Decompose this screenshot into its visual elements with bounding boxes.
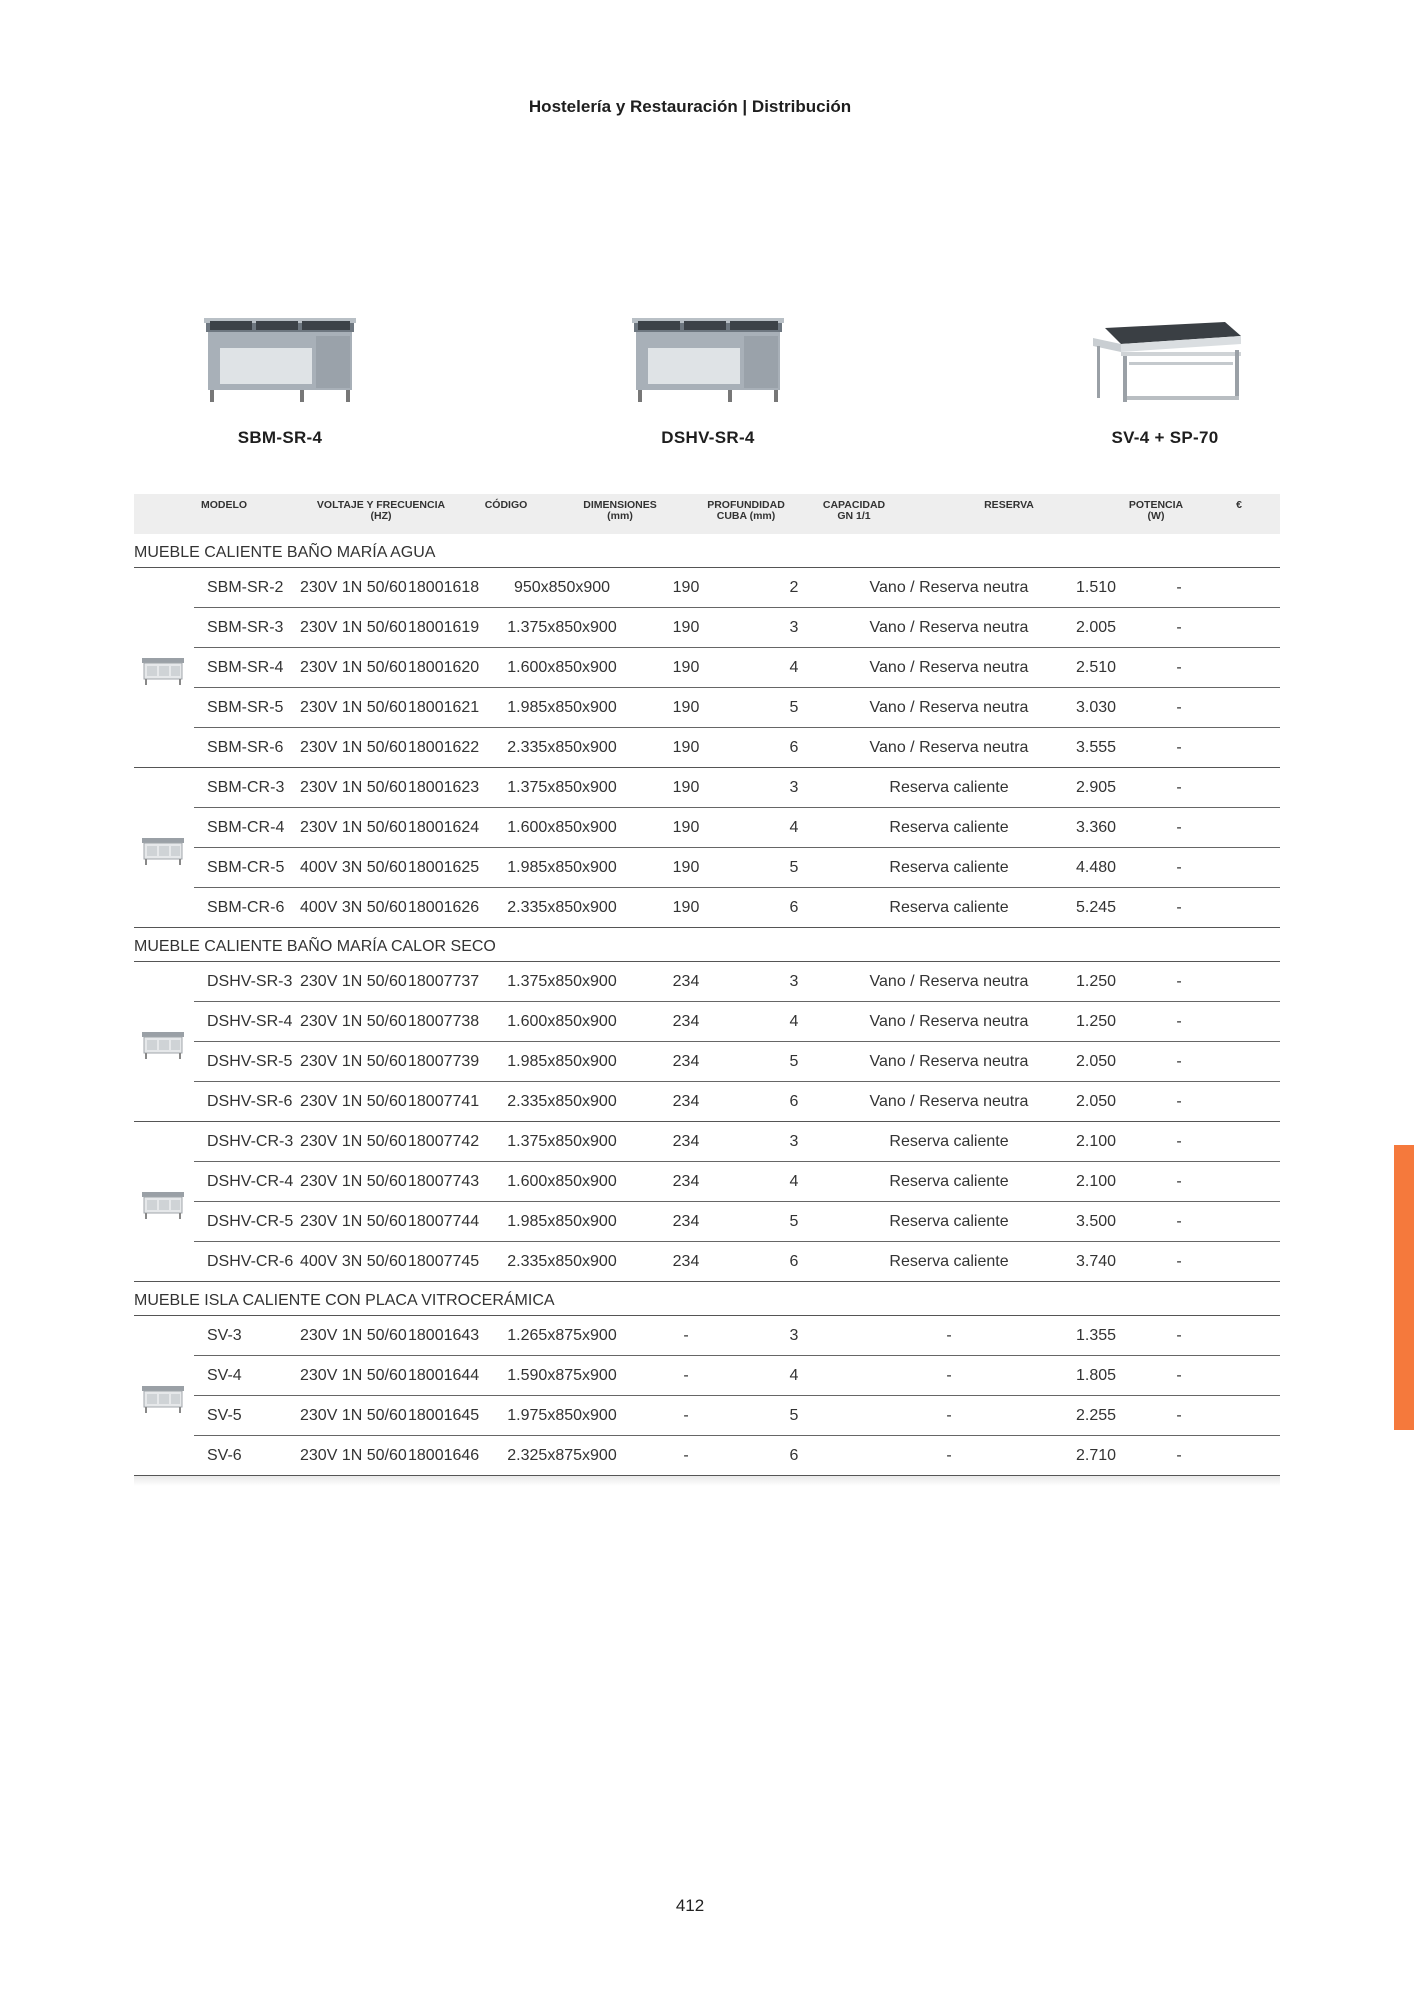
product-caption: DSHV-SR-4 [661,428,755,447]
model-cell: SV-4 [207,1367,242,1384]
col-reserve: RESERVA [984,499,1034,511]
product-table [134,494,1280,1486]
voltage-cell: 400V 3N 50/60 [300,1253,407,1270]
table-row [194,808,1280,848]
table-row [194,962,1280,1002]
model-cell: DSHV-CR-6 [207,1253,294,1270]
model-cell: DSHV-CR-4 [207,1173,294,1190]
col-dimensions-line1: DIMENSIONES [583,499,657,511]
depth-cell: - [683,1327,689,1344]
reserve-cell: Reserva caliente [889,1253,1009,1270]
power-cell: 2.050 [1075,1053,1117,1070]
code-cell: 18001619 [408,619,480,636]
code-cell: 18001623 [408,779,480,796]
depth-cell: 190 [672,699,700,716]
voltage-cell: 230V 1N 50/60 [300,619,407,636]
voltage-cell: 230V 1N 50/60 [300,659,407,676]
dimensions-cell: 1.985x850x900 [507,1213,617,1230]
reserve-cell: Vano / Reserva neutra [869,1053,1029,1070]
code-cell: 18001626 [408,899,480,916]
dimensions-cell: 1.375x850x900 [507,973,617,990]
col-capacity [823,500,885,522]
dimensions-cell: 2.335x850x900 [507,1093,617,1110]
depth-cell: 234 [672,1013,700,1030]
power-cell: 3.555 [1075,739,1117,756]
price-cell: - [1176,1093,1182,1110]
col-voltage [317,500,445,522]
depth-cell: 234 [672,1253,700,1270]
model-cell: SBM-CR-6 [207,899,285,916]
table-row [194,1316,1280,1356]
price-cell: - [1176,1367,1182,1384]
table-row [194,1436,1280,1475]
reserve-cell: - [946,1327,952,1344]
table-row [194,888,1280,927]
reserve-cell: Reserva caliente [889,859,1009,876]
page-header: Hostelería y Restauración | Distribución [528,97,852,116]
col-power-line1: POTENCIA [1128,499,1184,511]
code-cell: 18007741 [408,1093,480,1110]
model-cell: SBM-CR-5 [207,859,285,876]
table-row [194,1002,1280,1042]
depth-cell: 190 [672,779,700,796]
code-cell: 18001620 [408,659,480,676]
model-cell: SV-6 [207,1447,242,1464]
price-cell: - [1176,1447,1182,1464]
table-row [194,1122,1280,1162]
depth-cell: 190 [672,619,700,636]
reserve-cell: Reserva caliente [889,819,1009,836]
depth-cell: - [683,1367,689,1384]
price-cell: - [1176,659,1182,676]
capacity-cell: 4 [789,1367,799,1384]
reserve-cell: Reserva caliente [889,779,1009,796]
table-row [194,688,1280,728]
col-model: MODELO [200,499,248,511]
power-cell: 3.740 [1075,1253,1117,1270]
model-cell: DSHV-SR-6 [207,1093,293,1110]
capacity-cell: 4 [789,659,799,676]
voltage-cell: 230V 1N 50/60 [300,1053,407,1070]
reserve-cell: - [946,1447,952,1464]
reserve-cell: Vano / Reserva neutra [869,659,1029,676]
price-cell: - [1176,1327,1182,1344]
table-row [194,728,1280,767]
voltage-cell: 230V 1N 50/60 [300,1133,407,1150]
code-cell: 18001645 [408,1407,480,1424]
model-cell: DSHV-SR-4 [207,1013,293,1030]
depth-cell: - [683,1447,689,1464]
power-cell: 5.245 [1075,899,1117,916]
power-cell: 2.005 [1075,619,1117,636]
table-row [194,1082,1280,1121]
dry-heat-cabinet-image [628,300,788,410]
capacity-cell: 3 [789,1133,799,1150]
capacity-cell: 6 [789,739,799,756]
code-cell: 18007745 [408,1253,480,1270]
col-voltage-line2: (HZ) [370,510,392,522]
voltage-cell: 230V 1N 50/60 [300,1407,407,1424]
power-cell: 1.510 [1075,579,1117,596]
col-capacity-line2: GN 1/1 [837,510,871,522]
price-cell: - [1176,1213,1182,1230]
col-depth-line2: CUBA (mm) [716,510,776,522]
depth-cell: 190 [672,899,700,916]
power-cell: 1.355 [1075,1327,1117,1344]
table-row [194,1162,1280,1202]
voltage-cell: 230V 1N 50/60 [300,1093,407,1110]
reserve-cell: Reserva caliente [889,1213,1009,1230]
product-dshv-sr-4 [618,300,798,448]
dimensions-cell: 1.985x850x900 [507,699,617,716]
depth-cell: - [683,1407,689,1424]
code-cell: 18001624 [408,819,480,836]
ceramic-island-icon [134,1316,192,1478]
capacity-cell: 3 [789,779,799,796]
power-cell: 2.100 [1075,1173,1117,1190]
product-group [134,1122,1280,1282]
reserve-cell: - [946,1407,952,1424]
depth-cell: 234 [672,1213,700,1230]
capacity-cell: 4 [789,819,799,836]
col-depth [707,500,785,522]
depth-cell: 190 [672,859,700,876]
code-cell: 18007742 [408,1133,480,1150]
product-group [134,768,1280,928]
model-cell: DSHV-CR-3 [207,1133,294,1150]
table-row [194,648,1280,688]
price-cell: - [1176,1133,1182,1150]
depth-cell: 234 [672,1093,700,1110]
dimensions-cell: 1.600x850x900 [507,659,617,676]
dimensions-cell: 1.375x850x900 [507,779,617,796]
price-cell: - [1176,739,1182,756]
capacity-cell: 6 [789,899,799,916]
voltage-cell: 230V 1N 50/60 [300,779,407,796]
code-cell: 18007744 [408,1213,480,1230]
ceramic-hob-island-image [1085,300,1245,410]
price-cell: - [1176,1053,1182,1070]
price-cell: - [1176,1013,1182,1030]
capacity-cell: 6 [789,1447,799,1464]
col-price: € [1236,499,1242,511]
price-cell: - [1176,699,1182,716]
dimensions-cell: 1.600x850x900 [507,1013,617,1030]
price-cell: - [1176,779,1182,796]
dimensions-cell: 2.325x875x900 [507,1447,617,1464]
price-cell: - [1176,819,1182,836]
col-code: CÓDIGO [484,499,528,511]
reserve-cell: Reserva caliente [889,1133,1009,1150]
voltage-cell: 230V 1N 50/60 [300,1013,407,1030]
product-caption: SV-4 + SP-70 [1111,428,1219,447]
table-row [194,1356,1280,1396]
code-cell: 18001644 [408,1367,480,1384]
col-power-line2: (W) [1147,510,1165,522]
bain-marie-closed-icon [134,768,192,930]
price-cell: - [1176,579,1182,596]
dimensions-cell: 1.375x850x900 [507,619,617,636]
price-cell: - [1176,973,1182,990]
table-row [194,1242,1280,1281]
section-title: MUEBLE CALIENTE BAÑO MARÍA AGUA [134,534,1280,568]
depth-cell: 234 [672,1053,700,1070]
power-cell: 3.030 [1075,699,1117,716]
capacity-cell: 5 [789,1213,799,1230]
reserve-cell: Vano / Reserva neutra [869,579,1029,596]
capacity-cell: 3 [789,973,799,990]
depth-cell: 190 [672,659,700,676]
power-cell: 2.710 [1075,1447,1117,1464]
code-cell: 18001621 [408,699,480,716]
power-cell: 2.510 [1075,659,1117,676]
power-cell: 2.255 [1075,1407,1117,1424]
capacity-cell: 4 [789,1173,799,1190]
capacity-cell: 5 [789,1053,799,1070]
capacity-cell: 3 [789,619,799,636]
table-row [194,1396,1280,1436]
reserve-cell: Reserva caliente [889,1173,1009,1190]
voltage-cell: 230V 1N 50/60 [300,739,407,756]
code-cell: 18007737 [408,973,480,990]
col-capacity-line1: CAPACIDAD [822,499,886,511]
dimensions-cell: 1.375x850x900 [507,1133,617,1150]
dimensions-cell: 1.600x850x900 [507,819,617,836]
depth-cell: 190 [672,579,700,596]
product-sv-4-sp-70 [1075,300,1255,448]
col-depth-line1: PROFUNDIDAD [707,499,785,511]
section-tab [1394,1145,1414,1430]
section-title: MUEBLE ISLA CALIENTE CON PLACA VITROCERÁMICA [134,1282,1280,1316]
model-cell: SBM-CR-4 [207,819,285,836]
reserve-cell: Vano / Reserva neutra [869,739,1029,756]
price-cell: - [1176,899,1182,916]
power-cell: 2.050 [1075,1093,1117,1110]
power-cell: 2.100 [1075,1133,1117,1150]
dimensions-cell: 2.335x850x900 [507,899,617,916]
reserve-cell: Vano / Reserva neutra [869,619,1029,636]
col-power [1129,500,1183,522]
price-cell: - [1176,619,1182,636]
dimensions-cell: 1.975x850x900 [507,1407,617,1424]
code-cell: 18001618 [408,579,480,596]
voltage-cell: 230V 1N 50/60 [300,973,407,990]
power-cell: 4.480 [1075,859,1117,876]
model-cell: DSHV-SR-3 [207,973,293,990]
power-cell: 3.360 [1075,819,1117,836]
dimensions-cell: 1.985x850x900 [507,859,617,876]
capacity-cell: 2 [789,579,799,596]
table-body [134,534,1280,1476]
voltage-cell: 230V 1N 50/60 [300,1447,407,1464]
voltage-cell: 400V 3N 50/60 [300,899,407,916]
capacity-cell: 6 [789,1253,799,1270]
depth-cell: 190 [672,819,700,836]
dry-heat-closed-icon [134,1122,192,1284]
capacity-cell: 3 [789,1327,799,1344]
code-cell: 18007738 [408,1013,480,1030]
depth-cell: 234 [672,1173,700,1190]
dimensions-cell: 950x850x900 [513,579,611,596]
table-row [194,768,1280,808]
reserve-cell: Vano / Reserva neutra [869,1093,1029,1110]
table-header [134,494,1280,534]
col-dimensions-line2: (mm) [607,510,633,522]
dimensions-cell: 1.590x875x900 [507,1367,617,1384]
voltage-cell: 230V 1N 50/60 [300,1367,407,1384]
voltage-cell: 230V 1N 50/60 [300,1213,407,1230]
depth-cell: 190 [672,739,700,756]
power-cell: 3.500 [1075,1213,1117,1230]
model-cell: DSHV-CR-5 [207,1213,294,1230]
depth-cell: 234 [672,973,700,990]
power-cell: 2.905 [1075,779,1117,796]
capacity-cell: 5 [789,859,799,876]
reserve-cell: Vano / Reserva neutra [869,699,1029,716]
voltage-cell: 230V 1N 50/60 [300,1327,407,1344]
code-cell: 18001646 [408,1447,480,1464]
code-cell: 18007743 [408,1173,480,1190]
table-row [194,1042,1280,1082]
voltage-cell: 230V 1N 50/60 [300,1173,407,1190]
voltage-cell: 230V 1N 50/60 [300,579,407,596]
voltage-cell: 230V 1N 50/60 [300,819,407,836]
reserve-cell: Vano / Reserva neutra [869,973,1029,990]
reserve-cell: Vano / Reserva neutra [869,1013,1029,1030]
depth-cell: 234 [672,1133,700,1150]
power-cell: 1.250 [1075,973,1117,990]
table-bottom-shadow [134,1476,1280,1486]
price-cell: - [1176,1173,1182,1190]
code-cell: 18001625 [408,859,480,876]
capacity-cell: 5 [789,1407,799,1424]
model-cell: SBM-SR-4 [207,659,284,676]
voltage-cell: 230V 1N 50/60 [300,699,407,716]
dimensions-cell: 1.265x875x900 [507,1327,617,1344]
reserve-cell: Reserva caliente [889,899,1009,916]
model-cell: DSHV-SR-5 [207,1053,293,1070]
power-cell: 1.805 [1075,1367,1117,1384]
bain-marie-open-icon [134,568,192,771]
price-cell: - [1176,859,1182,876]
dimensions-cell: 2.335x850x900 [507,1253,617,1270]
price-cell: - [1176,1407,1182,1424]
section-title: MUEBLE CALIENTE BAÑO MARÍA CALOR SECO [134,928,1280,962]
model-cell: SV-3 [207,1327,242,1344]
product-group [134,962,1280,1122]
model-cell: SBM-SR-3 [207,619,284,636]
code-cell: 18001622 [408,739,480,756]
dimensions-cell: 1.985x850x900 [507,1053,617,1070]
product-group [134,568,1280,768]
product-group [134,1316,1280,1476]
bain-marie-cabinet-image [200,300,360,410]
voltage-cell: 400V 3N 50/60 [300,859,407,876]
table-row [194,1202,1280,1242]
col-voltage-line1: VOLTAJE Y FRECUENCIA [316,499,446,511]
dry-heat-open-icon [134,962,192,1124]
product-sbm-sr-4 [190,300,370,448]
capacity-cell: 6 [789,1093,799,1110]
model-cell: SV-5 [207,1407,242,1424]
table-row [194,848,1280,888]
capacity-cell: 5 [789,699,799,716]
dimensions-cell: 2.335x850x900 [507,739,617,756]
col-dimensions [583,500,657,522]
reserve-cell: - [946,1367,952,1384]
product-caption: SBM-SR-4 [237,428,323,447]
model-cell: SBM-SR-5 [207,699,284,716]
code-cell: 18007739 [408,1053,480,1070]
model-cell: SBM-SR-6 [207,739,284,756]
code-cell: 18001643 [408,1327,480,1344]
dimensions-cell: 1.600x850x900 [507,1173,617,1190]
page-number: 412 [675,1896,705,1915]
table-row [194,568,1280,608]
model-cell: SBM-SR-2 [207,579,284,596]
model-cell: SBM-CR-3 [207,779,285,796]
price-cell: - [1176,1253,1182,1270]
capacity-cell: 4 [789,1013,799,1030]
power-cell: 1.250 [1075,1013,1117,1030]
table-row [194,608,1280,648]
